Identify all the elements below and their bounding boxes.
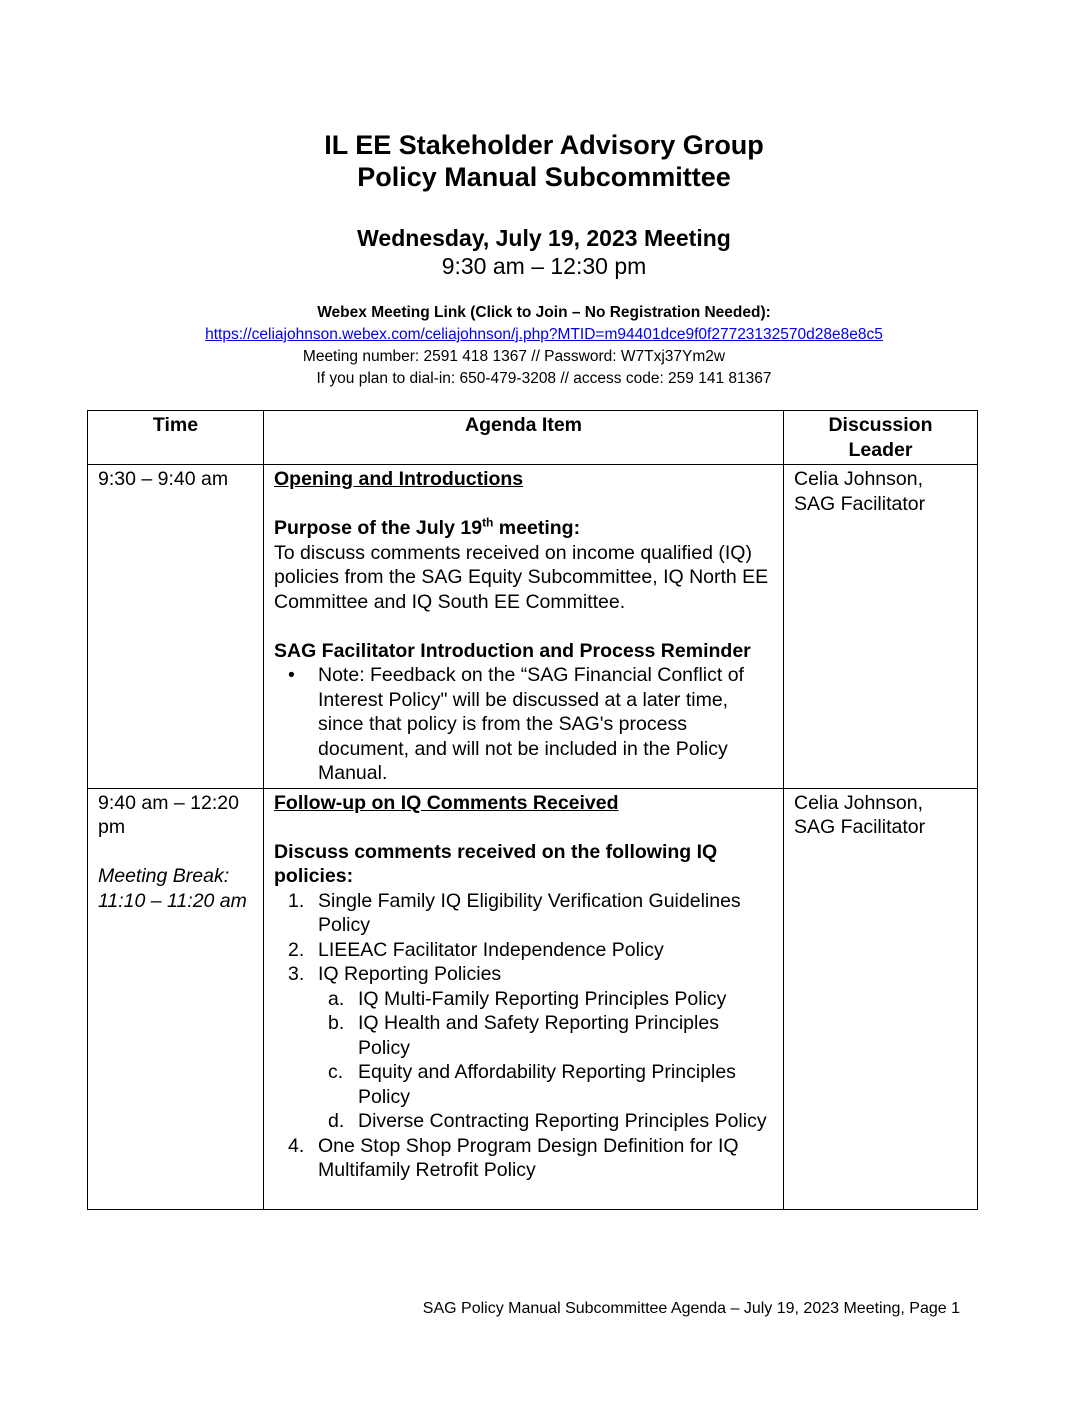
item-number: 4. bbox=[288, 1134, 305, 1157]
row1-leader-name: Celia Johnson, bbox=[794, 468, 923, 490]
subitem-text: Equity and Affordability Reporting Principles Policy bbox=[358, 1061, 736, 1108]
item-number: 2. bbox=[288, 938, 305, 961]
item-text: LIEEAC Facilitator Independence Policy bbox=[318, 938, 664, 961]
document-title: IL EE Stakeholder Advisory Group bbox=[324, 130, 764, 160]
subitem-letter: d. bbox=[328, 1110, 345, 1132]
purpose-heading-tail: meeting: bbox=[493, 517, 581, 539]
sublist-item bbox=[328, 1109, 773, 1134]
webex-heading: Webex Meeting Link (Click to Join – No Registration Needed): bbox=[317, 304, 771, 321]
row2-time-cell bbox=[88, 788, 264, 1209]
list-item bbox=[288, 889, 773, 938]
document-subtitle: Policy Manual Subcommittee bbox=[357, 162, 731, 192]
row1-leader bbox=[784, 465, 978, 789]
list-item bbox=[288, 962, 773, 1134]
page-footer: SAG Policy Manual Subcommittee Agenda – July 19, 2023 Meeting, Page 1 bbox=[422, 1300, 960, 1317]
note-item: • Note: Feedback on the “SAG Financial Conflict of Interest Policy" will be discussed at a later time, since that policy is from the SAG's process document, and will not be included in the Policy Manual. bbox=[318, 663, 773, 786]
table-header-row bbox=[88, 411, 978, 465]
subitem-text: IQ Multi-Family Reporting Principles Policy bbox=[358, 987, 727, 1010]
subitem-text: Diverse Contracting Reporting Principles Policy bbox=[358, 1110, 767, 1132]
sublist-item bbox=[328, 1011, 773, 1060]
row2-leader bbox=[784, 788, 978, 1209]
table-row bbox=[88, 788, 978, 1209]
facilitator-heading: SAG Facilitator Introduction and Process Reminder bbox=[274, 639, 751, 662]
header-time: Time bbox=[88, 411, 264, 465]
item-text: IQ Reporting Policies bbox=[318, 963, 502, 985]
row1-agenda bbox=[264, 465, 784, 789]
row1-time: 9:30 – 9:40 am bbox=[88, 465, 264, 789]
subitem-text: IQ Health and Safety Reporting Principles Policy bbox=[358, 1012, 719, 1059]
discuss-heading: Discuss comments received on the following IQ policies: bbox=[274, 840, 718, 887]
item-number: 3. bbox=[288, 963, 305, 985]
purpose-heading-text: Purpose of the July 19 bbox=[274, 517, 483, 539]
list-item bbox=[288, 1134, 773, 1183]
header-agenda-item: Agenda Item bbox=[264, 411, 784, 465]
row2-leader-role: SAG Facilitator bbox=[794, 816, 926, 838]
row1-leader-role: SAG Facilitator bbox=[794, 492, 926, 515]
purpose-heading-sup: th bbox=[482, 515, 494, 530]
subitem-letter: a. bbox=[328, 987, 345, 1010]
row2-leader-name: Celia Johnson, bbox=[794, 791, 923, 814]
header-discussion-leader: Discussion Leader bbox=[784, 411, 978, 465]
break-label: Meeting Break: bbox=[98, 865, 230, 887]
note-list bbox=[274, 663, 773, 786]
item-text: One Stop Shop Program Design Definition for IQ Multifamily Retrofit Policy bbox=[318, 1134, 739, 1181]
item-text: Single Family IQ Eligibility Verification Guidelines Policy bbox=[318, 889, 741, 936]
item-number: 1. bbox=[288, 889, 305, 912]
row2-time: 9:40 am – 12:20 pm bbox=[98, 791, 239, 838]
agenda-table bbox=[87, 410, 978, 1210]
meeting-time: 9:30 am – 12:30 pm bbox=[441, 253, 647, 279]
reporting-sublist bbox=[318, 987, 773, 1134]
subitem-letter: c. bbox=[328, 1061, 344, 1083]
meeting-date: Wednesday, July 19, 2023 Meeting bbox=[357, 225, 731, 251]
row2-section-title: Follow-up on IQ Comments Received bbox=[274, 791, 619, 814]
purpose-text: To discuss comments received on income qualified (IQ) policies from the SAG Equity Subcommittee, IQ North EE Committee and IQ South EE Committee. bbox=[274, 541, 769, 613]
purpose-heading bbox=[274, 516, 773, 541]
policy-list bbox=[274, 889, 773, 1183]
meeting-number: Meeting number: 2591 418 1367 // Password: W7Txj37Ym2w bbox=[302, 348, 726, 365]
table-row bbox=[88, 465, 978, 789]
webex-link[interactable]: https://celiajohnson.webex.com/celiajohnson/j.php?MTID=m94401dce9f0f27723132570d28e8e8c5 bbox=[205, 326, 883, 343]
list-item bbox=[288, 938, 773, 963]
row1-section-title: Opening and Introductions bbox=[274, 468, 524, 490]
subitem-letter: b. bbox=[328, 1012, 345, 1034]
sublist-item bbox=[328, 987, 773, 1012]
dial-in-info: If you plan to dial-in: 650-479-3208 // access code: 259 141 81367 bbox=[316, 370, 772, 387]
sublist-item bbox=[328, 1060, 773, 1109]
row2-agenda bbox=[264, 788, 784, 1209]
break-time: 11:10 – 11:20 am bbox=[98, 889, 247, 912]
